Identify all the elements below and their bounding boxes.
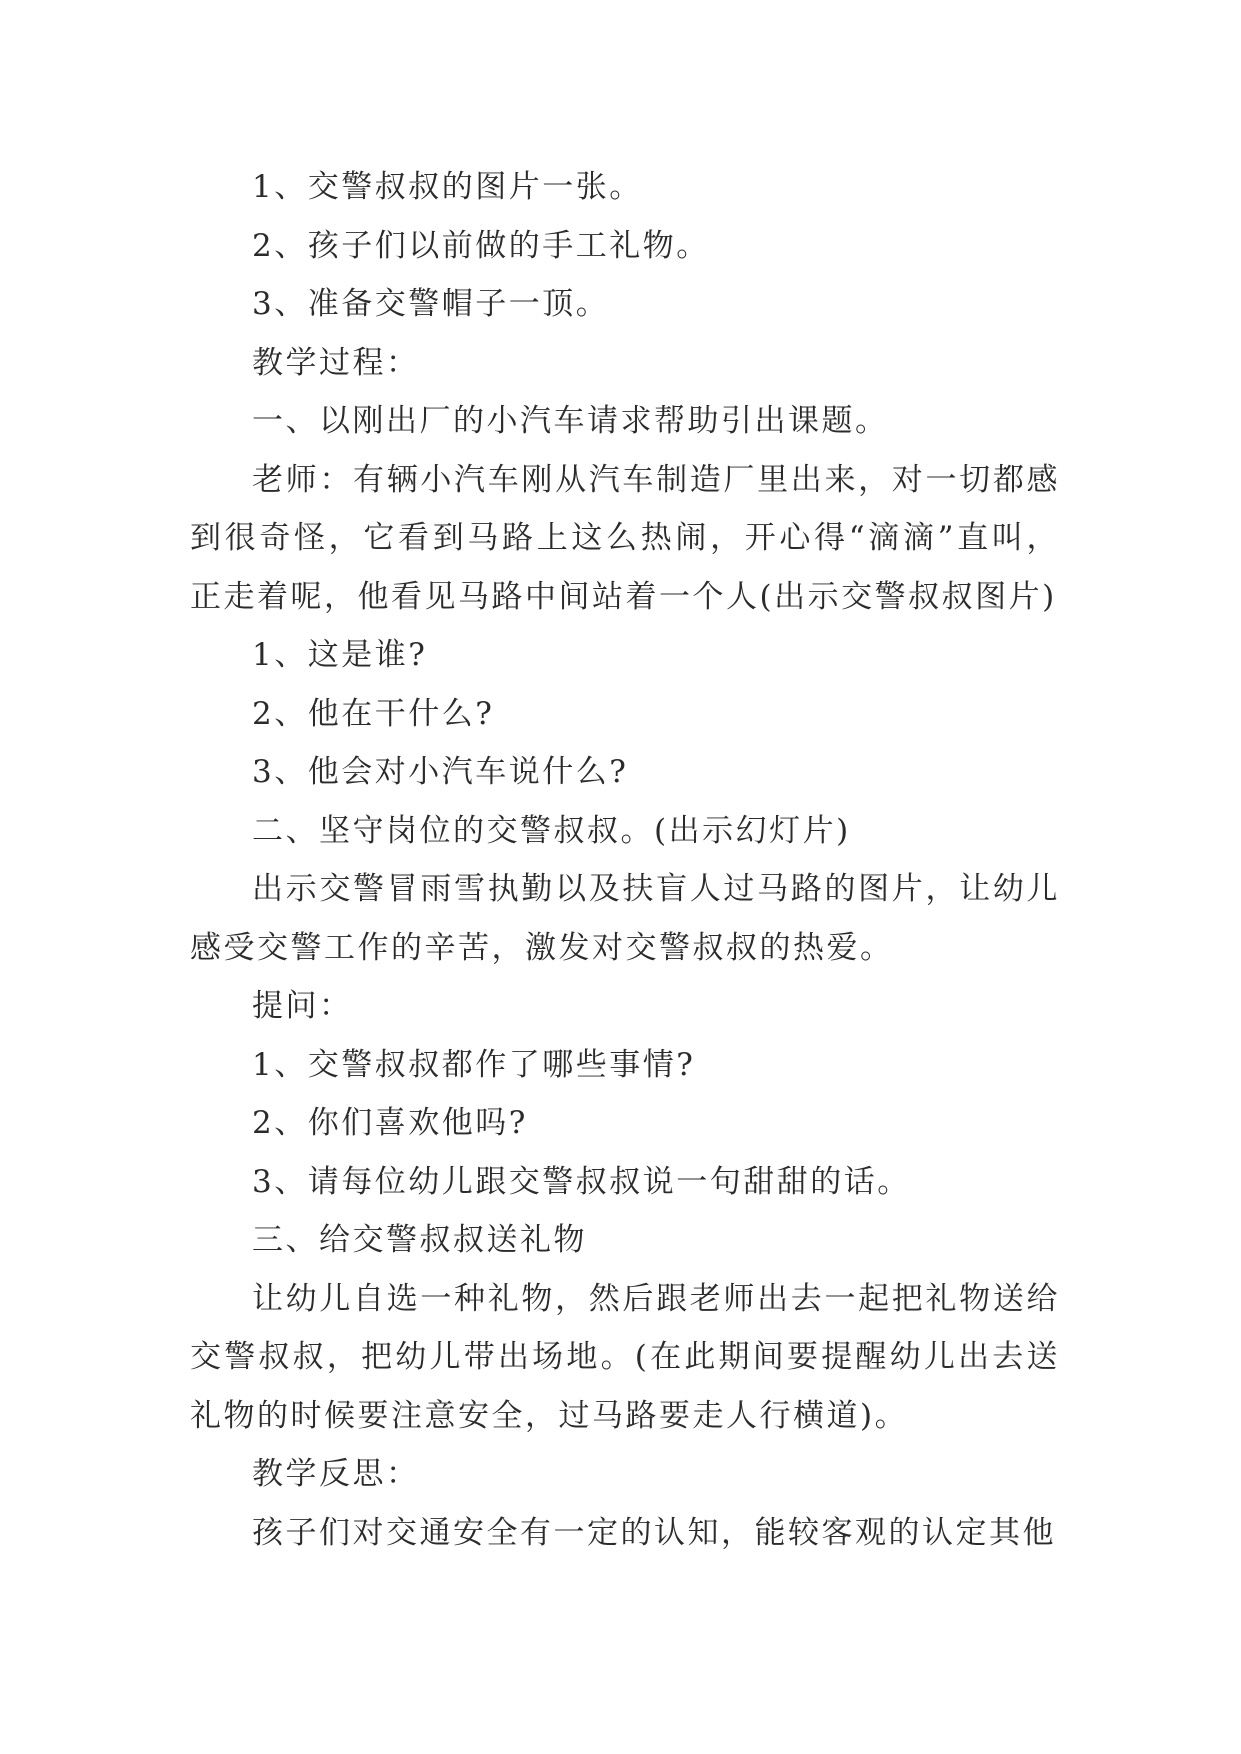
list-item-handmade-gifts: 2、孩子们以前做的手工礼物。 <box>252 227 710 264</box>
teacher-narration: 老师：有辆小汽车刚从汽车制造厂里出来，对一切都感到很奇怪，它看到马路上这么热闹，开心得“滴滴”直叫，正走着呢，他看见马路中间站着一个人(出示交警叔叔图片) <box>190 461 1060 615</box>
list-item-police-hat: 3、准备交警帽子一顶。 <box>252 286 610 322</box>
step-two-description: 出示交警冒雨雪执勤以及扶盲人过马路的图片，让幼儿感受交警工作的辛苦，激发对交警叔叔的热爱。 <box>190 871 1060 966</box>
question-say: 3、他会对小汽车说什么? <box>252 754 629 790</box>
step-two-heading: 二、坚守岗位的交警叔叔。(出示幻灯片) <box>252 812 851 849</box>
list-item-picture: 1、交警叔叔的图片一张。 <box>252 169 643 205</box>
questions-heading: 提问： <box>252 988 353 1024</box>
question-doing: 2、他在干什么? <box>252 695 495 732</box>
step-one-heading: 一、以刚出厂的小汽车请求帮助引出课题。 <box>252 403 889 439</box>
question-sweet-words: 3、请每位幼儿跟交警叔叔说一句甜甜的话。 <box>252 1163 911 1200</box>
section-heading-teaching-process: 教学过程： <box>252 344 420 381</box>
question-what-done: 1、交警叔叔都作了哪些事情? <box>252 1046 696 1083</box>
section-heading-reflection: 教学反思： <box>252 1456 420 1492</box>
document-body <box>190 158 1060 1562</box>
question-like-him: 2、你们喜欢他吗? <box>252 1105 528 1141</box>
step-three-heading: 三、给交警叔叔送礼物 <box>252 1222 587 1258</box>
step-three-description: 让幼儿自选一种礼物，然后跟老师出去一起把礼物送给交警叔叔，把幼儿带出场地。(在此期间要提醒幼儿出去送礼物的时候要注意安全，过马路要走人行横道)。 <box>190 1280 1060 1434</box>
question-who: 1、这是谁? <box>252 637 428 673</box>
reflection-text: 孩子们对交通安全有一定的认知，能较客观的认定其他 <box>252 1514 1056 1551</box>
